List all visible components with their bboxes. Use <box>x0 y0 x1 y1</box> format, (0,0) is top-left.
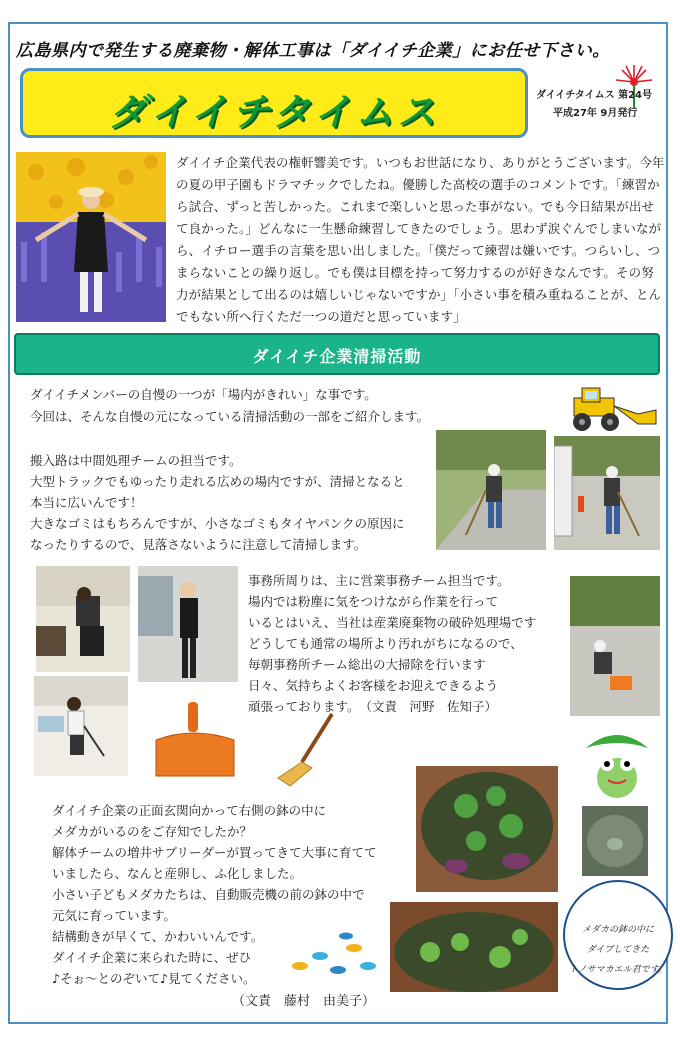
dustpan-icon <box>150 700 240 780</box>
text-line: ダイイチ企業に来られた時に、ぜひ <box>52 950 252 965</box>
text-line: 小さい子どもメダカたちは、自動販売機の前の鉢の中で <box>52 887 365 902</box>
section-banner <box>14 333 660 375</box>
issue-date: 平成27年 9月発行 <box>553 108 638 119</box>
frog-in-pot-photo <box>582 806 648 876</box>
masthead <box>20 68 528 138</box>
text-line: 大型トラックでもゆったり走れる広めの場内ですが、清掃となると <box>30 474 405 489</box>
text-line: 毎朝事務所チーム総出の大掃除を行います <box>248 657 486 672</box>
paragraph-intro <box>30 384 550 428</box>
medaka-pot-photo-1 <box>416 766 558 892</box>
text-line: 解体チームの増井サブリーダーが買ってきて大事に育てて <box>52 845 377 860</box>
section-title: ダイイチ企業清掃活動 <box>252 347 422 366</box>
wheel-loader-icon <box>560 384 660 434</box>
text-line: ダイイチメンバーの自慢の一つが「場内がきれい」な事です。 <box>30 387 377 402</box>
bubble-line: ダイブしてきた <box>586 945 650 955</box>
bubble-line: メダカの鉢の中に <box>581 925 654 935</box>
text-line: 今回は、そんな自慢の元になっている清掃活動の一部をご紹介します。 <box>30 409 430 424</box>
text-line: どうしても通常の場所より汚れがちになるので、 <box>248 636 523 651</box>
tagline: 広島県内で発生する廃棄物・解体工事は「ダイイチ企業」にお任せ下さい。 <box>16 41 610 61</box>
text-line: いるとはいえ、当社は産業廃棄物の破砕処理場です <box>248 615 537 630</box>
speech-bubble <box>563 880 673 990</box>
issue-number: ダイイチタイムス 第24号 <box>536 90 652 101</box>
sweeping-road-photo-2 <box>554 436 660 550</box>
text-line: 事務所周りは、主に営業事務チーム担当です。 <box>248 573 510 588</box>
text-line: なったりするので、見落さないように注意して清掃します。 <box>30 537 367 552</box>
fish-school-icon <box>280 926 386 986</box>
text-line: 大きなゴミはもちろんですが、小さなゴミもタイヤパンクの原因に <box>30 516 405 531</box>
text-line: 結構動きが早くて、かわいいんです。 <box>52 929 264 944</box>
office-cleaning-photo-2 <box>138 566 238 682</box>
flower-field-photo <box>16 152 166 322</box>
broom-icon <box>272 712 338 788</box>
text-line: ♪そぉ～とのぞいて♪見てください。 <box>52 971 256 986</box>
text-line: 元気に育っています。 <box>52 908 177 923</box>
bubble-line: トノサマカエル君です。 <box>569 965 667 975</box>
text-line: メダカがいるのをご存知でしたか？ <box>52 824 253 839</box>
text-line: 搬入路は中間処理チームの担当です。 <box>30 453 242 468</box>
dustpan-work-photo <box>570 576 660 716</box>
medaka-pot-photo-2 <box>390 902 558 992</box>
text-line: 場内では粉塵に気をつけながら作業を行って <box>248 594 499 609</box>
paragraph-road-cleaning <box>30 450 430 555</box>
paragraph-office-cleaning <box>248 570 578 717</box>
office-cleaning-photo-1 <box>36 566 130 672</box>
vacuuming-photo <box>34 676 128 776</box>
newsletter-title: ダイイチタイムス <box>108 90 440 134</box>
sweeping-road-photo-1 <box>436 430 546 550</box>
text-line: いましたら、なんと産卵し、ふ化しました。 <box>52 866 303 881</box>
greeting-text: ダイイチ企業代表の権軒響美です。いつもお世話になり、ありがとうございます。今年の夏の甲子園もドラマチックでしたね。優勝した高校の選手のコメントです。「練習から試合、ずっと苦しかった。これまで楽しいと思った事がない。でも今日結果が出せて良かった。」どんなに一生懸命練習してきたのでしょう。思わず涙ぐんでしまいながら、イチロー選手の言葉を思い出しました。「僕だって練習は嫌いです。つらいし、つまらないことの繰り返し。でも僕は目標を持って努力するのが好きなんです。その努力が結果として出るのは嬉しいじゃないですか」「小さい事を積み重ねることが、とんでもない所へ行くただ一つの道だと思っています」 <box>176 155 665 324</box>
text-line: 日々、気持ちよくお客様をお迎えできるよう <box>248 678 499 693</box>
author-credit: （文責 藤村 由美子） <box>232 994 376 1009</box>
text-line: ダイイチ企業の正面玄関向かって右側の鉢の中に <box>52 803 327 818</box>
text-line: 頑張っております。 （文責 河野 佐知子） <box>248 699 498 714</box>
frog-mascot-icon <box>582 728 652 802</box>
text-line: 本当に広いんです！ <box>30 495 143 510</box>
